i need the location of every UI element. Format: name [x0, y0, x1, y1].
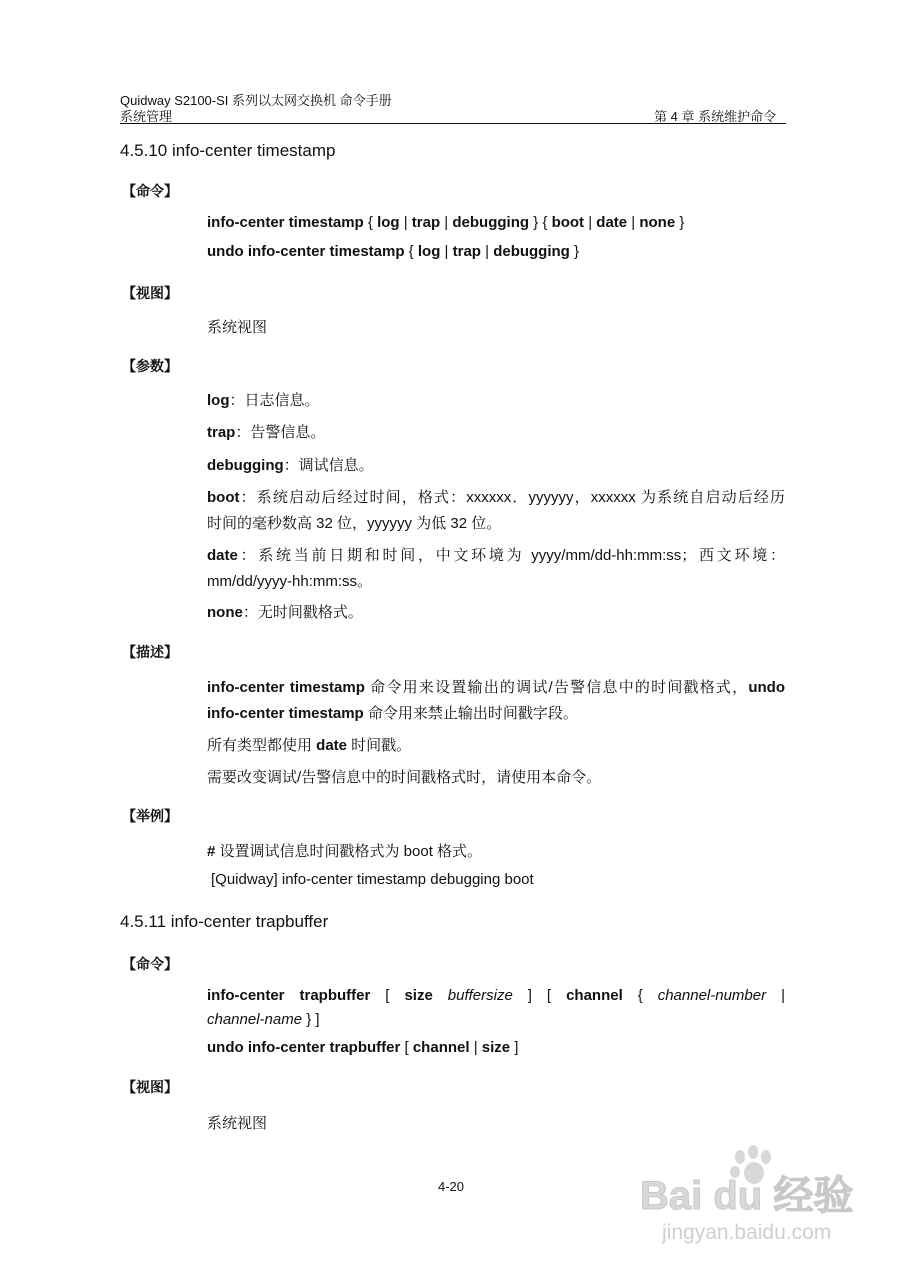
page-number: 4-20 — [438, 1179, 465, 1194]
view-label: 【视图】 — [122, 1079, 178, 1095]
syntax-keyword: log — [417, 243, 441, 260]
syntax-punct: | — [469, 1039, 482, 1056]
syntax-keyword: undo info-center trapbuffer — [207, 1039, 401, 1056]
example-command: [Quidway] info-center timestamp debugging boot — [211, 871, 534, 888]
syntax-keyword: date — [596, 214, 628, 231]
description-text: 命令用来禁止输出时间戳字段。 — [363, 705, 578, 722]
hash-mark: # — [207, 843, 216, 860]
description-text: 所有类型都使用 — [207, 737, 317, 754]
header-title: Quidway S2100-SI 系列以太网交换机 命令手册 — [120, 93, 392, 108]
param-desc: ：日志信息。 — [229, 392, 320, 409]
syntax-punct: } ] — [302, 1011, 320, 1028]
description-line3 — [207, 734, 411, 755]
undo-trapbuffer-command-line — [207, 1039, 518, 1056]
header-rule — [120, 123, 786, 124]
section-title-4-5-10: 4.5.10 info-center timestamp — [120, 141, 336, 160]
syntax-keyword: info-center timestamp — [207, 214, 364, 231]
syntax-punct: [ — [546, 987, 552, 1004]
baidu-watermark — [636, 1143, 866, 1253]
syntax-punct: { — [404, 243, 418, 260]
syntax-punct: | — [584, 214, 597, 231]
syntax-punct: [ — [400, 1039, 413, 1056]
syntax-punct: | — [440, 243, 453, 260]
syntax-punct: | — [627, 214, 640, 231]
view-text: 系统视图 — [207, 319, 268, 336]
view-text: 系统视图 — [207, 1115, 268, 1132]
command-label: 【命令】 — [122, 956, 178, 972]
params-label: 【参数】 — [122, 358, 178, 374]
syntax-keyword: size — [404, 987, 433, 1004]
description-label: 【描述】 — [122, 644, 178, 660]
param-key: date — [207, 547, 238, 564]
param-placeholder: buffersize — [447, 987, 513, 1004]
syntax-keyword: boot — [551, 214, 585, 231]
syntax-keyword: channel — [566, 987, 623, 1004]
description-line4: 需要改变调试/告警信息中的时间戳格式时，请使用本命令。 — [207, 769, 602, 786]
param-none — [207, 601, 363, 622]
param-desc: ：无时间戳格式。 — [242, 604, 363, 621]
example-comment-text: 设置调试信息时间戳格式为 boot 格式。 — [215, 843, 483, 860]
syntax-punct: } — [675, 214, 685, 231]
syntax-punct: } { — [529, 214, 552, 231]
watermark-brand: Bai du 经验 — [640, 1174, 854, 1218]
syntax-punct: [ — [385, 987, 390, 1004]
param-key: boot — [207, 489, 240, 506]
param-key: debugging — [207, 457, 284, 474]
param-placeholder: channel-number — [657, 987, 767, 1004]
undo-command-syntax-line — [207, 243, 579, 260]
syntax-keyword: trap — [411, 214, 441, 231]
param-key: none — [207, 604, 243, 621]
param-desc: ：调试信息。 — [283, 457, 374, 474]
param-debugging — [207, 454, 374, 475]
command-ref: undo — [748, 679, 785, 696]
view-label: 【视图】 — [122, 285, 178, 301]
syntax-punct: } — [569, 243, 580, 260]
syntax-punct: | — [480, 243, 494, 260]
trapbuffer-command-line1-cont — [207, 1011, 320, 1028]
syntax-keyword: undo info-center timestamp — [207, 243, 405, 260]
command-ref: date — [316, 737, 348, 754]
param-boot-line2: 时间的毫秒数高 32 位，yyyyyy 为低 32 位。 — [207, 515, 502, 532]
syntax-punct: { — [637, 987, 643, 1004]
syntax-keyword: size — [481, 1039, 511, 1056]
syntax-keyword: trapbuffer — [299, 987, 371, 1004]
param-key: trap — [207, 424, 236, 441]
command-syntax-line — [207, 214, 684, 231]
description-line2 — [207, 702, 578, 723]
param-key: log — [207, 392, 230, 409]
syntax-keyword: log — [377, 214, 400, 231]
syntax-keyword: trap — [452, 243, 481, 260]
example-comment — [207, 840, 482, 861]
syntax-punct: { — [363, 214, 378, 231]
description-text: 命令用来设置输出的调试/告警信息中的时间戳格式， — [364, 679, 749, 696]
header-chapter: 第 4 章 系统维护命令 — [654, 109, 777, 124]
param-trap — [207, 421, 325, 442]
syntax-punct: | — [399, 214, 412, 231]
syntax-keyword: none — [639, 214, 676, 231]
syntax-keyword: channel — [412, 1039, 470, 1056]
param-placeholder: channel-name — [207, 1011, 303, 1028]
watermark-url: jingyan.baidu.com — [662, 1221, 832, 1244]
description-line1 — [207, 676, 785, 697]
param-desc: ：系统当前日期和时间，中文环境为 yyyy/mm/dd-hh:mm:ss；西文环境： — [237, 547, 785, 564]
trapbuffer-command-line1 — [207, 987, 785, 1004]
param-date-line2: mm/dd/yyyy-hh:mm:ss。 — [207, 573, 373, 590]
header-section: 系统管理 — [120, 109, 173, 124]
param-date-line1 — [207, 544, 785, 565]
syntax-keyword: info-center — [207, 987, 285, 1004]
syntax-punct: | — [440, 214, 453, 231]
command-ref: info-center timestamp — [207, 705, 364, 722]
section-title-4-5-11: 4.5.11 info-center trapbuffer — [120, 912, 329, 931]
syntax-keyword: debugging — [452, 214, 530, 231]
syntax-punct: | — [781, 987, 785, 1004]
param-boot-line1 — [207, 486, 785, 507]
command-label: 【命令】 — [122, 183, 178, 199]
syntax-punct: ] — [527, 987, 532, 1004]
syntax-punct: ] — [510, 1039, 519, 1056]
param-log — [207, 389, 320, 410]
command-ref: info-center timestamp — [207, 679, 365, 696]
description-text: 时间戳。 — [347, 737, 412, 754]
example-label: 【举例】 — [122, 808, 178, 824]
syntax-keyword: debugging — [493, 243, 570, 260]
param-desc: ：系统启动后经过时间，格式：xxxxxx．yyyyyy，xxxxxx 为系统自启动后经历 — [239, 489, 785, 506]
param-desc: ：告警信息。 — [235, 424, 326, 441]
